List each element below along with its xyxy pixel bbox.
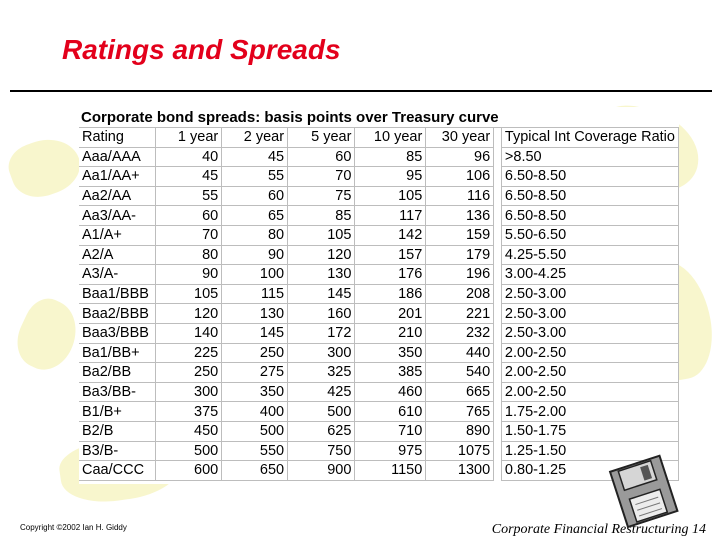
- spread-cell: 210: [355, 323, 426, 343]
- spread-cell: 60: [288, 147, 355, 167]
- coverage-cell: 2.00-2.50: [501, 382, 678, 402]
- coverage-cell: 2.50-3.00: [501, 284, 678, 304]
- spread-cell: 55: [156, 186, 222, 206]
- column-gap: [494, 206, 502, 226]
- spread-cell: 208: [426, 284, 494, 304]
- table-row: [79, 363, 679, 383]
- rating-cell: Ba2/BB: [79, 363, 156, 383]
- spread-cell: 425: [288, 382, 355, 402]
- spread-cell: 625: [288, 421, 355, 441]
- spread-cell: 375: [156, 402, 222, 422]
- copyright-text: Copyright ©2002 Ian H. Giddy: [20, 523, 127, 532]
- spread-cell: 665: [426, 382, 494, 402]
- rating-cell: B2/B: [79, 421, 156, 441]
- column-header: Typical Int Coverage Ratio: [501, 128, 678, 148]
- spread-cell: 120: [156, 304, 222, 324]
- spread-cell: 350: [222, 382, 288, 402]
- spread-cell: 232: [426, 323, 494, 343]
- spread-cell: 100: [222, 265, 288, 285]
- column-gap: [494, 323, 502, 343]
- spread-cell: 70: [288, 167, 355, 187]
- rating-cell: A2/A: [79, 245, 156, 265]
- spread-cell: 300: [288, 343, 355, 363]
- table-row: [79, 382, 679, 402]
- column-header: 5 year: [288, 128, 355, 148]
- spread-cell: 90: [222, 245, 288, 265]
- coverage-cell: 2.50-3.00: [501, 304, 678, 324]
- spread-cell: 115: [222, 284, 288, 304]
- slide-title: Ratings and Spreads: [62, 34, 341, 65]
- table-row: [79, 343, 679, 363]
- column-gap: [494, 304, 502, 324]
- spread-cell: 95: [355, 167, 426, 187]
- spread-cell: 117: [355, 206, 426, 226]
- spread-cell: 610: [355, 402, 426, 422]
- spread-cell: 1075: [426, 441, 494, 461]
- spread-cell: 350: [355, 343, 426, 363]
- spread-cell: 105: [288, 225, 355, 245]
- coverage-cell: >8.50: [501, 147, 678, 167]
- spread-cell: 1150: [355, 461, 426, 481]
- spread-cell: 80: [222, 225, 288, 245]
- spread-cell: 221: [426, 304, 494, 324]
- spread-cell: 710: [355, 421, 426, 441]
- spread-cell: 96: [426, 147, 494, 167]
- spread-cell: 145: [222, 323, 288, 343]
- column-gap: [494, 245, 502, 265]
- spread-cell: 325: [288, 363, 355, 383]
- column-gap: [494, 225, 502, 245]
- spread-cell: 500: [222, 421, 288, 441]
- spreads-table: [79, 127, 679, 481]
- rating-cell: Aa3/AA-: [79, 206, 156, 226]
- column-gap: [494, 421, 502, 441]
- table-header-row: [79, 128, 679, 148]
- spread-cell: 450: [156, 421, 222, 441]
- rating-cell: Baa1/BBB: [79, 284, 156, 304]
- spread-cell: 105: [355, 186, 426, 206]
- spread-cell: 130: [222, 304, 288, 324]
- coverage-cell: 1.75-2.00: [501, 402, 678, 422]
- spread-cell: 145: [288, 284, 355, 304]
- column-gap: [494, 441, 502, 461]
- coverage-cell: 2.00-2.50: [501, 363, 678, 383]
- rating-cell: B3/B-: [79, 441, 156, 461]
- coverage-cell: 1.25-1.50: [501, 441, 678, 461]
- table-row: [79, 206, 679, 226]
- column-header: Rating: [79, 128, 156, 148]
- background-mark: [3, 130, 88, 206]
- spread-cell: 186: [355, 284, 426, 304]
- spread-cell: 440: [426, 343, 494, 363]
- table-row: [79, 304, 679, 324]
- coverage-cell: 3.00-4.25: [501, 265, 678, 285]
- coverage-cell: 0.80-1.25: [501, 461, 678, 481]
- spread-cell: 750: [288, 441, 355, 461]
- spread-cell: 75: [288, 186, 355, 206]
- column-header: 2 year: [222, 128, 288, 148]
- column-gap: [494, 167, 502, 187]
- spread-cell: 60: [156, 206, 222, 226]
- spread-cell: 500: [288, 402, 355, 422]
- coverage-cell: 2.50-3.00: [501, 323, 678, 343]
- spread-cell: 80: [156, 245, 222, 265]
- spread-cell: 160: [288, 304, 355, 324]
- spread-cell: 70: [156, 225, 222, 245]
- column-gap: [494, 265, 502, 285]
- spread-cell: 85: [288, 206, 355, 226]
- column-header: 1 year: [156, 128, 222, 148]
- floppy-disk-icon[interactable]: [608, 452, 682, 532]
- rating-cell: A3/A-: [79, 265, 156, 285]
- spread-cell: 55: [222, 167, 288, 187]
- rating-cell: Ba1/BB+: [79, 343, 156, 363]
- coverage-cell: 5.50-6.50: [501, 225, 678, 245]
- title-divider: [10, 90, 712, 92]
- rating-cell: Aa1/AA+: [79, 167, 156, 187]
- spread-cell: 130: [288, 265, 355, 285]
- spread-cell: 890: [426, 421, 494, 441]
- background-mark: [8, 292, 87, 379]
- spread-cell: 650: [222, 461, 288, 481]
- coverage-cell: 2.00-2.50: [501, 343, 678, 363]
- rating-cell: Aaa/AAA: [79, 147, 156, 167]
- spread-cell: 540: [426, 363, 494, 383]
- spread-cell: 250: [222, 343, 288, 363]
- spread-cell: 1300: [426, 461, 494, 481]
- table-row: [79, 225, 679, 245]
- column-gap: [494, 284, 502, 304]
- spread-cell: 765: [426, 402, 494, 422]
- spread-cell: 900: [288, 461, 355, 481]
- spread-cell: 500: [156, 441, 222, 461]
- spread-cell: 45: [156, 167, 222, 187]
- table-row: [79, 421, 679, 441]
- rating-cell: Baa2/BBB: [79, 304, 156, 324]
- rating-cell: B1/B+: [79, 402, 156, 422]
- rating-cell: Aa2/AA: [79, 186, 156, 206]
- spread-cell: 196: [426, 265, 494, 285]
- table-caption: Corporate bond spreads: basis points over Treasury curve: [81, 109, 499, 126]
- table-row: [79, 323, 679, 343]
- table-row: [79, 245, 679, 265]
- table-row: [79, 461, 679, 481]
- table-row: [79, 167, 679, 187]
- table-row: [79, 402, 679, 422]
- spread-cell: 90: [156, 265, 222, 285]
- spread-cell: 157: [355, 245, 426, 265]
- column-header: 10 year: [355, 128, 426, 148]
- column-gap: [494, 186, 502, 206]
- spread-cell: 385: [355, 363, 426, 383]
- spread-cell: 105: [156, 284, 222, 304]
- table-row: [79, 284, 679, 304]
- spread-cell: 250: [156, 363, 222, 383]
- spread-cell: 116: [426, 186, 494, 206]
- spread-cell: 176: [355, 265, 426, 285]
- column-header: [494, 128, 502, 148]
- spread-cell: 275: [222, 363, 288, 383]
- spread-cell: 40: [156, 147, 222, 167]
- spread-cell: 60: [222, 186, 288, 206]
- coverage-cell: 6.50-8.50: [501, 167, 678, 187]
- spread-cell: 201: [355, 304, 426, 324]
- spreads-table-panel: [79, 107, 679, 484]
- rating-cell: A1/A+: [79, 225, 156, 245]
- rating-cell: Ba3/BB-: [79, 382, 156, 402]
- spread-cell: 140: [156, 323, 222, 343]
- column-gap: [494, 461, 502, 481]
- coverage-cell: 6.50-8.50: [501, 206, 678, 226]
- spread-cell: 45: [222, 147, 288, 167]
- spread-cell: 159: [426, 225, 494, 245]
- spread-cell: 400: [222, 402, 288, 422]
- spread-cell: 600: [156, 461, 222, 481]
- column-gap: [494, 343, 502, 363]
- table-row: [79, 147, 679, 167]
- table-row: [79, 186, 679, 206]
- rating-cell: Baa3/BBB: [79, 323, 156, 343]
- table-row: [79, 441, 679, 461]
- table-row: [79, 265, 679, 285]
- spread-cell: 225: [156, 343, 222, 363]
- spread-cell: 300: [156, 382, 222, 402]
- spread-cell: 85: [355, 147, 426, 167]
- column-gap: [494, 147, 502, 167]
- coverage-cell: 6.50-8.50: [501, 186, 678, 206]
- rating-cell: Caa/CCC: [79, 461, 156, 481]
- spread-cell: 106: [426, 167, 494, 187]
- spread-cell: 975: [355, 441, 426, 461]
- spread-cell: 136: [426, 206, 494, 226]
- footer-text: Corporate Financial Restructuring 14: [491, 522, 706, 537]
- spread-cell: 142: [355, 225, 426, 245]
- spread-cell: 172: [288, 323, 355, 343]
- column-gap: [494, 382, 502, 402]
- spread-cell: 179: [426, 245, 494, 265]
- spread-cell: 460: [355, 382, 426, 402]
- column-gap: [494, 402, 502, 422]
- coverage-cell: 1.50-1.75: [501, 421, 678, 441]
- column-header: 30 year: [426, 128, 494, 148]
- spread-cell: 120: [288, 245, 355, 265]
- spread-cell: 550: [222, 441, 288, 461]
- coverage-cell: 4.25-5.50: [501, 245, 678, 265]
- column-gap: [494, 363, 502, 383]
- spread-cell: 65: [222, 206, 288, 226]
